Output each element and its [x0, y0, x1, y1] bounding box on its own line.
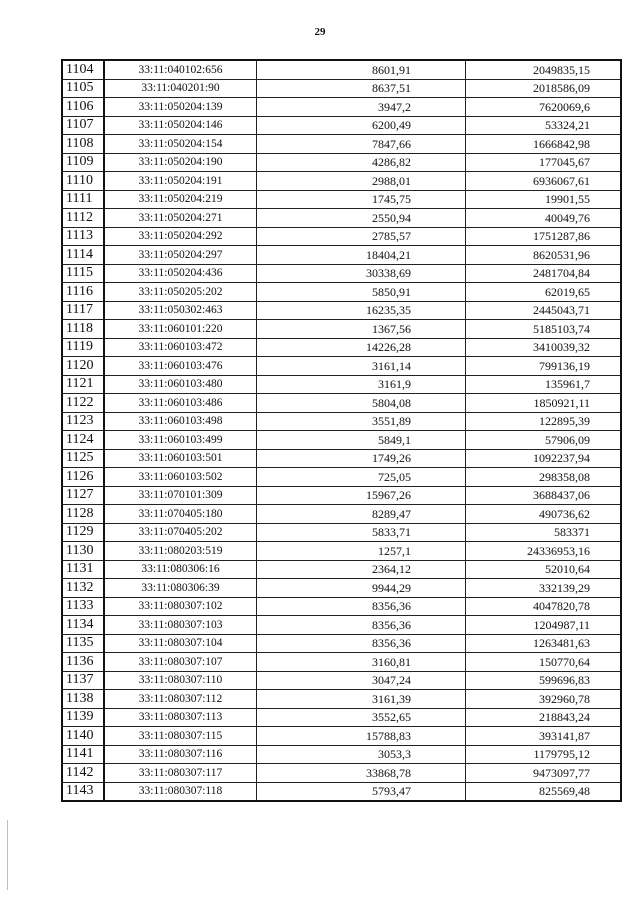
table-row [62, 116, 621, 135]
cadastral-number-cell: 33:11:050302:463 [104, 301, 257, 320]
area-cell: 1749,26 [257, 449, 466, 468]
cadastral-number-cell: 33:11:050204:190 [104, 153, 257, 172]
row-number-cell: 1139 [62, 708, 104, 727]
row-number-cell: 1131 [62, 560, 104, 579]
cadastral-value-cell: 5185103,74 [466, 320, 622, 339]
table-row [62, 782, 621, 801]
cadastral-number-cell: 33:11:080307:107 [104, 653, 257, 672]
table-row [62, 671, 621, 690]
area-cell: 3161,9 [257, 375, 466, 394]
row-number-cell: 1127 [62, 486, 104, 505]
area-cell: 4286,82 [257, 153, 466, 172]
row-number-cell: 1122 [62, 394, 104, 413]
area-cell: 1745,75 [257, 190, 466, 209]
area-cell: 15788,83 [257, 727, 466, 746]
cadastral-number-cell: 33:11:050204:154 [104, 135, 257, 154]
cadastral-number-cell: 33:11:060103:499 [104, 431, 257, 450]
area-cell: 2785,57 [257, 227, 466, 246]
table-row [62, 227, 621, 246]
table-row [62, 375, 621, 394]
row-number-cell: 1105 [62, 79, 104, 98]
cadastral-number-cell: 33:11:080307:118 [104, 782, 257, 801]
area-cell: 2550,94 [257, 209, 466, 228]
table-row [62, 135, 621, 154]
area-cell: 1257,1 [257, 542, 466, 561]
cadastral-number-cell: 33:11:060103:501 [104, 449, 257, 468]
cadastral-number-cell: 33:11:060103:502 [104, 468, 257, 487]
cadastral-number-cell: 33:11:070405:202 [104, 523, 257, 542]
area-cell: 8356,36 [257, 616, 466, 635]
cadastral-value-cell: 24336953,16 [466, 542, 622, 561]
cadastral-value-cell: 599696,83 [466, 671, 622, 690]
table-row [62, 560, 621, 579]
page-number: 29 [314, 26, 326, 38]
cadastral-value-cell: 490736,62 [466, 505, 622, 524]
cadastral-number-cell: 33:11:050204:146 [104, 116, 257, 135]
table-row [62, 616, 621, 635]
table-row [62, 727, 621, 746]
cadastral-value-cell: 298358,08 [466, 468, 622, 487]
row-number-cell: 1140 [62, 727, 104, 746]
cadastral-number-cell: 33:11:070405:180 [104, 505, 257, 524]
area-cell: 2364,12 [257, 560, 466, 579]
area-cell: 8637,51 [257, 79, 466, 98]
cadastral-value-cell: 2049835,15 [466, 60, 622, 79]
cadastral-number-cell: 33:11:080307:115 [104, 727, 257, 746]
cadastral-value-cell: 62019,65 [466, 283, 622, 302]
cadastral-value-cell: 52010,64 [466, 560, 622, 579]
area-cell: 725,05 [257, 468, 466, 487]
cadastral-number-cell: 33:11:040201:90 [104, 79, 257, 98]
cadastral-number-cell: 33:11:060103:476 [104, 357, 257, 376]
area-cell: 14226,28 [257, 338, 466, 357]
area-cell: 3947,2 [257, 98, 466, 117]
cadastral-value-cell: 1751287,86 [466, 227, 622, 246]
cadastral-value-cell: 135961,7 [466, 375, 622, 394]
row-number-cell: 1135 [62, 634, 104, 653]
cadastral-number-cell: 33:11:080306:16 [104, 560, 257, 579]
row-number-cell: 1137 [62, 671, 104, 690]
row-number-cell: 1112 [62, 209, 104, 228]
table-row [62, 209, 621, 228]
cadastral-value-cell: 583371 [466, 523, 622, 542]
table-row [62, 708, 621, 727]
area-cell: 1367,56 [257, 320, 466, 339]
table-row [62, 523, 621, 542]
cadastral-number-cell: 33:11:080203:519 [104, 542, 257, 561]
cadastral-number-cell: 33:11:050204:139 [104, 98, 257, 117]
area-cell: 3161,14 [257, 357, 466, 376]
table-row [62, 301, 621, 320]
row-number-cell: 1126 [62, 468, 104, 487]
cadastral-number-cell: 33:11:050204:271 [104, 209, 257, 228]
cadastral-number-cell: 33:11:040102:656 [104, 60, 257, 79]
cadastral-value-cell: 4047820,78 [466, 597, 622, 616]
table-row [62, 98, 621, 117]
row-number-cell: 1117 [62, 301, 104, 320]
cadastral-value-cell: 2445043,71 [466, 301, 622, 320]
cadastral-value-cell: 2481704,84 [466, 264, 622, 283]
cadastral-value-cell: 8620531,96 [466, 246, 622, 265]
row-number-cell: 1130 [62, 542, 104, 561]
cadastral-number-cell: 33:11:050204:292 [104, 227, 257, 246]
cadastral-value-table [61, 59, 622, 802]
table-row [62, 764, 621, 783]
area-cell: 33868,78 [257, 764, 466, 783]
table-row [62, 431, 621, 450]
cadastral-number-cell: 33:11:080307:113 [104, 708, 257, 727]
area-cell: 5833,71 [257, 523, 466, 542]
row-number-cell: 1134 [62, 616, 104, 635]
area-cell: 8289,47 [257, 505, 466, 524]
area-cell: 3552,65 [257, 708, 466, 727]
row-number-cell: 1116 [62, 283, 104, 302]
cadastral-number-cell: 33:11:060101:220 [104, 320, 257, 339]
cadastral-value-cell: 1666842,98 [466, 135, 622, 154]
cadastral-value-cell: 19901,55 [466, 190, 622, 209]
table-row [62, 60, 621, 79]
row-number-cell: 1109 [62, 153, 104, 172]
cadastral-value-cell: 1850921,11 [466, 394, 622, 413]
table-row [62, 412, 621, 431]
table-row [62, 357, 621, 376]
cadastral-value-cell: 1092237,94 [466, 449, 622, 468]
row-number-cell: 1125 [62, 449, 104, 468]
area-cell: 15967,26 [257, 486, 466, 505]
cadastral-value-cell: 122895,39 [466, 412, 622, 431]
cadastral-value-cell: 799136,19 [466, 357, 622, 376]
cadastral-value-cell: 9473097,77 [466, 764, 622, 783]
area-cell: 3161,39 [257, 690, 466, 709]
row-number-cell: 1120 [62, 357, 104, 376]
table-row [62, 153, 621, 172]
row-number-cell: 1119 [62, 338, 104, 357]
cadastral-value-cell: 1263481,63 [466, 634, 622, 653]
table-row [62, 542, 621, 561]
cadastral-value-cell: 6936067,61 [466, 172, 622, 191]
cadastral-number-cell: 33:11:070101:309 [104, 486, 257, 505]
table-row [62, 579, 621, 598]
cadastral-value-cell: 392960,78 [466, 690, 622, 709]
row-number-cell: 1108 [62, 135, 104, 154]
table-row [62, 634, 621, 653]
area-cell: 8356,36 [257, 597, 466, 616]
cadastral-number-cell: 33:11:080306:39 [104, 579, 257, 598]
table-row [62, 283, 621, 302]
area-cell: 8356,36 [257, 634, 466, 653]
table-row [62, 653, 621, 672]
row-number-cell: 1118 [62, 320, 104, 339]
cadastral-value-cell: 1204987,11 [466, 616, 622, 635]
row-number-cell: 1106 [62, 98, 104, 117]
cadastral-number-cell: 33:11:080307:117 [104, 764, 257, 783]
area-cell: 5849,1 [257, 431, 466, 450]
table-row [62, 449, 621, 468]
cadastral-value-cell: 825569,48 [466, 782, 622, 801]
area-cell: 8601,91 [257, 60, 466, 79]
cadastral-number-cell: 33:11:060103:486 [104, 394, 257, 413]
cadastral-number-cell: 33:11:050205:202 [104, 283, 257, 302]
cadastral-number-cell: 33:11:050204:191 [104, 172, 257, 191]
cadastral-number-cell: 33:11:060103:498 [104, 412, 257, 431]
cadastral-number-cell: 33:11:080307:110 [104, 671, 257, 690]
cadastral-number-cell: 33:11:060103:480 [104, 375, 257, 394]
row-number-cell: 1143 [62, 782, 104, 801]
table-row [62, 338, 621, 357]
table-row [62, 690, 621, 709]
cadastral-value-cell: 7620069,6 [466, 98, 622, 117]
table-row [62, 190, 621, 209]
row-number-cell: 1110 [62, 172, 104, 191]
table-row [62, 394, 621, 413]
cadastral-number-cell: 33:11:080307:116 [104, 745, 257, 764]
cadastral-value-cell: 2018586,09 [466, 79, 622, 98]
row-number-cell: 1113 [62, 227, 104, 246]
area-cell: 16235,35 [257, 301, 466, 320]
row-number-cell: 1114 [62, 246, 104, 265]
area-cell: 3053,3 [257, 745, 466, 764]
table-row [62, 264, 621, 283]
table-body [62, 60, 621, 801]
cadastral-number-cell: 33:11:080307:102 [104, 597, 257, 616]
row-number-cell: 1136 [62, 653, 104, 672]
row-number-cell: 1107 [62, 116, 104, 135]
row-number-cell: 1132 [62, 579, 104, 598]
row-number-cell: 1133 [62, 597, 104, 616]
area-cell: 5793,47 [257, 782, 466, 801]
area-cell: 2988,01 [257, 172, 466, 191]
cadastral-number-cell: 33:11:080307:103 [104, 616, 257, 635]
area-cell: 5850,91 [257, 283, 466, 302]
row-number-cell: 1138 [62, 690, 104, 709]
cadastral-value-cell: 1179795,12 [466, 745, 622, 764]
row-number-cell: 1141 [62, 745, 104, 764]
table-row [62, 486, 621, 505]
row-number-cell: 1115 [62, 264, 104, 283]
cadastral-value-cell: 53324,21 [466, 116, 622, 135]
table-row [62, 468, 621, 487]
cadastral-number-cell: 33:11:080307:112 [104, 690, 257, 709]
cadastral-value-cell: 57906,09 [466, 431, 622, 450]
area-cell: 9944,29 [257, 579, 466, 598]
cadastral-value-cell: 150770,64 [466, 653, 622, 672]
area-cell: 3551,89 [257, 412, 466, 431]
area-cell: 3160,81 [257, 653, 466, 672]
row-number-cell: 1142 [62, 764, 104, 783]
table-row [62, 320, 621, 339]
cadastral-value-cell: 177045,67 [466, 153, 622, 172]
margin-rule [7, 820, 8, 890]
cadastral-value-cell: 218843,24 [466, 708, 622, 727]
cadastral-value-cell: 332139,29 [466, 579, 622, 598]
row-number-cell: 1123 [62, 412, 104, 431]
table-row [62, 505, 621, 524]
table-row [62, 246, 621, 265]
area-cell: 30338,69 [257, 264, 466, 283]
table-row [62, 79, 621, 98]
cadastral-value-cell: 3688437,06 [466, 486, 622, 505]
row-number-cell: 1128 [62, 505, 104, 524]
cadastral-number-cell: 33:11:080307:104 [104, 634, 257, 653]
area-cell: 3047,24 [257, 671, 466, 690]
area-cell: 6200,49 [257, 116, 466, 135]
area-cell: 18404,21 [257, 246, 466, 265]
area-cell: 7847,66 [257, 135, 466, 154]
cadastral-number-cell: 33:11:050204:219 [104, 190, 257, 209]
cadastral-value-cell: 3410039,32 [466, 338, 622, 357]
cadastral-number-cell: 33:11:050204:297 [104, 246, 257, 265]
cadastral-value-cell: 40049,76 [466, 209, 622, 228]
row-number-cell: 1121 [62, 375, 104, 394]
row-number-cell: 1104 [62, 60, 104, 79]
table-row [62, 745, 621, 764]
table-row [62, 597, 621, 616]
cadastral-number-cell: 33:11:060103:472 [104, 338, 257, 357]
row-number-cell: 1111 [62, 190, 104, 209]
cadastral-value-cell: 393141,87 [466, 727, 622, 746]
cadastral-number-cell: 33:11:050204:436 [104, 264, 257, 283]
table-row [62, 172, 621, 191]
area-cell: 5804,08 [257, 394, 466, 413]
row-number-cell: 1124 [62, 431, 104, 450]
row-number-cell: 1129 [62, 523, 104, 542]
